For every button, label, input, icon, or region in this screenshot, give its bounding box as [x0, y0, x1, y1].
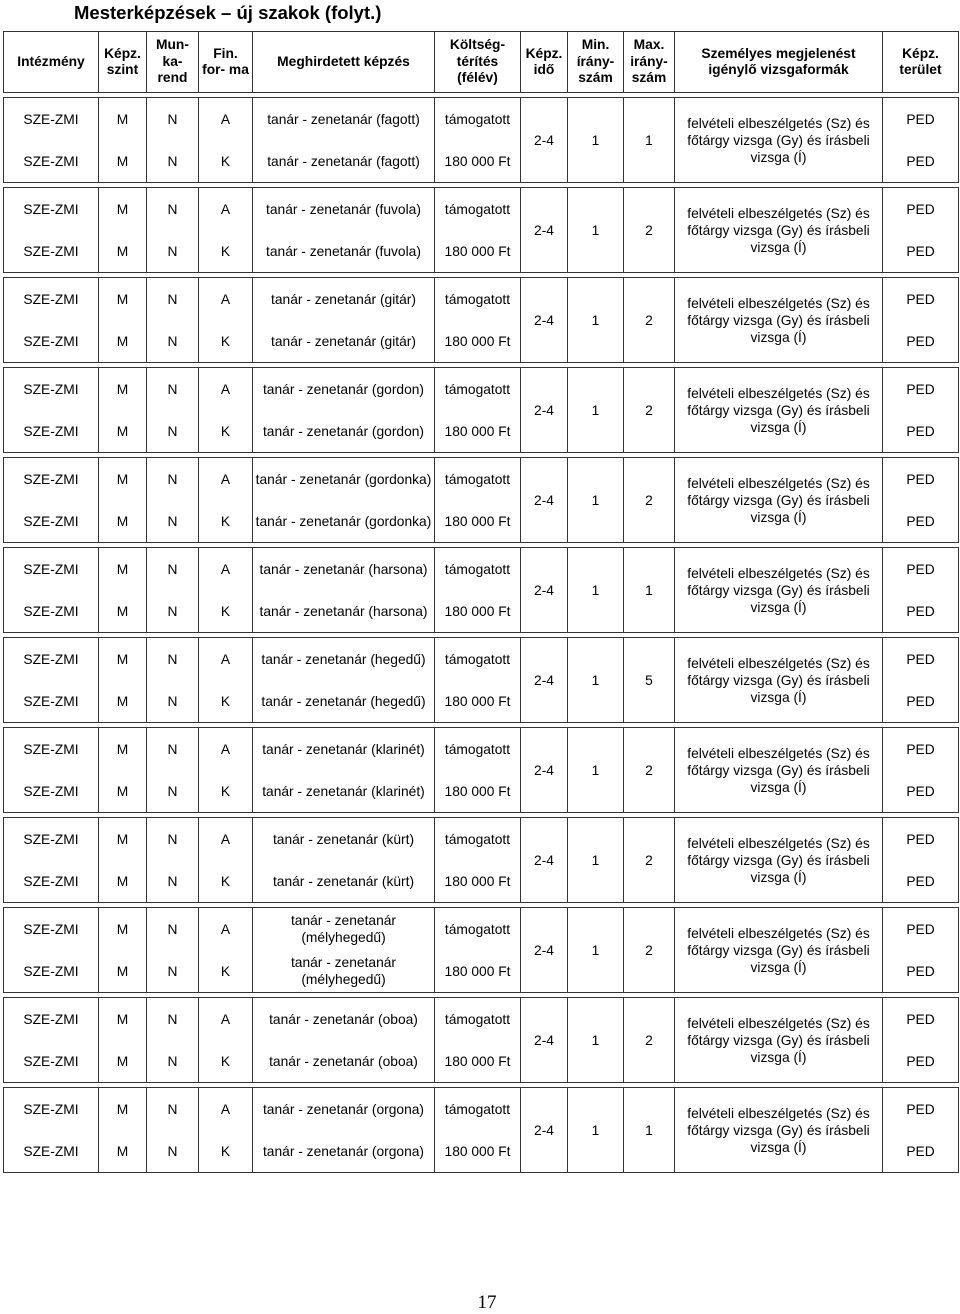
fee-cell: támogatott — [435, 458, 521, 501]
max-quota-cell: 2 — [624, 458, 675, 543]
area-cell: PED — [883, 770, 959, 813]
header-area: Képz. terület — [883, 32, 959, 93]
institution-cell: SZE-ZMI — [4, 1040, 99, 1083]
funding-cell: A — [199, 188, 253, 231]
fee-cell: 180 000 Ft — [435, 770, 521, 813]
program-cell: tanár - zenetanár (gordonka) — [253, 458, 435, 501]
exam-cell: felvételi elbeszélgetés (Sz) és főtárgy vizsga (Gy) és írásbeli vizsga (Í) — [675, 458, 883, 543]
level-cell: M — [99, 98, 147, 141]
institution-cell: SZE-ZMI — [4, 680, 99, 723]
fee-cell: 180 000 Ft — [435, 500, 521, 543]
area-cell: PED — [883, 548, 959, 591]
fee-cell: támogatott — [435, 368, 521, 411]
max-quota-cell: 2 — [624, 908, 675, 993]
work-schedule-cell: N — [147, 680, 199, 723]
institution-cell: SZE-ZMI — [4, 320, 99, 363]
level-cell: M — [99, 860, 147, 903]
work-schedule-cell: N — [147, 1130, 199, 1173]
fee-cell: 180 000 Ft — [435, 230, 521, 273]
area-cell: PED — [883, 500, 959, 543]
header-duration: Képz. idő — [521, 32, 568, 93]
max-quota-cell: 5 — [624, 638, 675, 723]
table-row — [4, 1088, 959, 1131]
institution-cell: SZE-ZMI — [4, 458, 99, 501]
funding-cell: K — [199, 320, 253, 363]
program-cell: tanár - zenetanár (fuvola) — [253, 230, 435, 273]
funding-cell: K — [199, 230, 253, 273]
table-row — [4, 548, 959, 591]
level-cell: M — [99, 590, 147, 633]
min-quota-cell: 1 — [568, 728, 624, 813]
header-work-schedule: Mun- ka- rend — [147, 32, 199, 93]
level-cell: M — [99, 368, 147, 411]
programs-table — [3, 31, 959, 1173]
funding-cell: K — [199, 770, 253, 813]
table-row — [4, 998, 959, 1041]
table-row — [4, 368, 959, 411]
area-cell: PED — [883, 590, 959, 633]
header-min-quota: Min. írány- szám — [568, 32, 624, 93]
work-schedule-cell: N — [147, 908, 199, 951]
funding-cell: K — [199, 590, 253, 633]
institution-cell: SZE-ZMI — [4, 230, 99, 273]
level-cell: M — [99, 818, 147, 861]
fee-cell: támogatott — [435, 188, 521, 231]
funding-cell: A — [199, 998, 253, 1041]
area-cell: PED — [883, 860, 959, 903]
header-program: Meghirdetett képzés — [253, 32, 435, 93]
work-schedule-cell: N — [147, 728, 199, 771]
program-cell: tanár - zenetanár (gitár) — [253, 278, 435, 321]
exam-cell: felvételi elbeszélgetés (Sz) és főtárgy vizsga (Gy) és írásbeli vizsga (Í) — [675, 368, 883, 453]
institution-cell: SZE-ZMI — [4, 548, 99, 591]
work-schedule-cell: N — [147, 590, 199, 633]
level-cell: M — [99, 908, 147, 951]
table-row — [4, 818, 959, 861]
duration-cell: 2-4 — [521, 1088, 568, 1173]
funding-cell: A — [199, 728, 253, 771]
level-cell: M — [99, 1040, 147, 1083]
area-cell: PED — [883, 458, 959, 501]
program-cell: tanár - zenetanár (orgona) — [253, 1088, 435, 1131]
duration-cell: 2-4 — [521, 188, 568, 273]
fee-cell: 180 000 Ft — [435, 1130, 521, 1173]
funding-cell: A — [199, 458, 253, 501]
level-cell: M — [99, 680, 147, 723]
header-fee: Költség- térítés (félév) — [435, 32, 521, 93]
exam-cell: felvételi elbeszélgetés (Sz) és főtárgy vizsga (Gy) és írásbeli vizsga (Í) — [675, 728, 883, 813]
page-number: 17 — [477, 1292, 497, 1313]
area-cell: PED — [883, 1040, 959, 1083]
area-cell: PED — [883, 1088, 959, 1131]
table-row — [4, 458, 959, 501]
work-schedule-cell: N — [147, 638, 199, 681]
table-row — [4, 98, 959, 141]
program-cell: tanár - zenetanár (mélyhegedű) — [253, 950, 435, 993]
fee-cell: 180 000 Ft — [435, 680, 521, 723]
program-cell: tanár - zenetanár (fagott) — [253, 140, 435, 183]
area-cell: PED — [883, 188, 959, 231]
area-cell: PED — [883, 1130, 959, 1173]
area-cell: PED — [883, 410, 959, 453]
program-cell: tanár - zenetanár (oboa) — [253, 1040, 435, 1083]
area-cell: PED — [883, 230, 959, 273]
max-quota-cell: 2 — [624, 998, 675, 1083]
fee-cell: támogatott — [435, 998, 521, 1041]
max-quota-cell: 2 — [624, 278, 675, 363]
funding-cell: K — [199, 140, 253, 183]
funding-cell: K — [199, 1040, 253, 1083]
work-schedule-cell: N — [147, 320, 199, 363]
program-cell: tanár - zenetanár (gordon) — [253, 410, 435, 453]
work-schedule-cell: N — [147, 230, 199, 273]
min-quota-cell: 1 — [568, 188, 624, 273]
area-cell: PED — [883, 950, 959, 993]
min-quota-cell: 1 — [568, 278, 624, 363]
fee-cell: támogatott — [435, 278, 521, 321]
funding-cell: A — [199, 908, 253, 951]
work-schedule-cell: N — [147, 458, 199, 501]
level-cell: M — [99, 950, 147, 993]
program-cell: tanár - zenetanár (fuvola) — [253, 188, 435, 231]
fee-cell: 180 000 Ft — [435, 860, 521, 903]
institution-cell: SZE-ZMI — [4, 1130, 99, 1173]
institution-cell: SZE-ZMI — [4, 500, 99, 543]
funding-cell: K — [199, 950, 253, 993]
fee-cell: támogatott — [435, 1088, 521, 1131]
area-cell: PED — [883, 368, 959, 411]
level-cell: M — [99, 638, 147, 681]
header-funding: Fin. for- ma — [199, 32, 253, 93]
institution-cell: SZE-ZMI — [4, 410, 99, 453]
institution-cell: SZE-ZMI — [4, 770, 99, 813]
table-row — [4, 908, 959, 951]
level-cell: M — [99, 230, 147, 273]
header-row — [4, 32, 959, 93]
work-schedule-cell: N — [147, 818, 199, 861]
max-quota-cell: 2 — [624, 818, 675, 903]
funding-cell: K — [199, 680, 253, 723]
exam-cell: felvételi elbeszélgetés (Sz) és főtárgy vizsga (Gy) és írásbeli vizsga (Í) — [675, 548, 883, 633]
program-cell: tanár - zenetanár (hegedű) — [253, 638, 435, 681]
work-schedule-cell: N — [147, 950, 199, 993]
fee-cell: támogatott — [435, 728, 521, 771]
duration-cell: 2-4 — [521, 548, 568, 633]
min-quota-cell: 1 — [568, 638, 624, 723]
level-cell: M — [99, 1088, 147, 1131]
area-cell: PED — [883, 278, 959, 321]
min-quota-cell: 1 — [568, 98, 624, 183]
page-title: Mesterképzések – új szakok (folyt.) — [74, 2, 382, 23]
program-cell: tanár - zenetanár (gitár) — [253, 320, 435, 363]
exam-cell: felvételi elbeszélgetés (Sz) és főtárgy vizsga (Gy) és írásbeli vizsga (Í) — [675, 638, 883, 723]
program-cell: tanár - zenetanár (hegedű) — [253, 680, 435, 723]
duration-cell: 2-4 — [521, 818, 568, 903]
institution-cell: SZE-ZMI — [4, 860, 99, 903]
max-quota-cell: 2 — [624, 188, 675, 273]
program-cell: tanár - zenetanár (harsona) — [253, 548, 435, 591]
min-quota-cell: 1 — [568, 818, 624, 903]
duration-cell: 2-4 — [521, 728, 568, 813]
institution-cell: SZE-ZMI — [4, 728, 99, 771]
institution-cell: SZE-ZMI — [4, 638, 99, 681]
work-schedule-cell: N — [147, 500, 199, 543]
area-cell: PED — [883, 638, 959, 681]
funding-cell: K — [199, 1130, 253, 1173]
level-cell: M — [99, 278, 147, 321]
exam-cell: felvételi elbeszélgetés (Sz) és főtárgy vizsga (Gy) és írásbeli vizsga (Í) — [675, 98, 883, 183]
program-cell: tanár - zenetanár (mélyhegedű) — [253, 908, 435, 951]
work-schedule-cell: N — [147, 368, 199, 411]
level-cell: M — [99, 188, 147, 231]
funding-cell: K — [199, 410, 253, 453]
work-schedule-cell: N — [147, 998, 199, 1041]
work-schedule-cell: N — [147, 1088, 199, 1131]
funding-cell: K — [199, 860, 253, 903]
exam-cell: felvételi elbeszélgetés (Sz) és főtárgy vizsga (Gy) és írásbeli vizsga (Í) — [675, 998, 883, 1083]
min-quota-cell: 1 — [568, 908, 624, 993]
level-cell: M — [99, 998, 147, 1041]
fee-cell: támogatott — [435, 548, 521, 591]
max-quota-cell: 1 — [624, 1088, 675, 1173]
level-cell: M — [99, 140, 147, 183]
min-quota-cell: 1 — [568, 1088, 624, 1173]
level-cell: M — [99, 770, 147, 813]
funding-cell: A — [199, 548, 253, 591]
institution-cell: SZE-ZMI — [4, 1088, 99, 1131]
program-cell: tanár - zenetanár (gordon) — [253, 368, 435, 411]
duration-cell: 2-4 — [521, 638, 568, 723]
work-schedule-cell: N — [147, 188, 199, 231]
institution-cell: SZE-ZMI — [4, 140, 99, 183]
duration-cell: 2-4 — [521, 908, 568, 993]
duration-cell: 2-4 — [521, 278, 568, 363]
fee-cell: támogatott — [435, 818, 521, 861]
max-quota-cell: 2 — [624, 728, 675, 813]
max-quota-cell: 1 — [624, 98, 675, 183]
fee-cell: 180 000 Ft — [435, 590, 521, 633]
program-cell: tanár - zenetanár (kürt) — [253, 818, 435, 861]
work-schedule-cell: N — [147, 770, 199, 813]
fee-cell: 180 000 Ft — [435, 1040, 521, 1083]
area-cell: PED — [883, 728, 959, 771]
area-cell: PED — [883, 320, 959, 363]
funding-cell: A — [199, 638, 253, 681]
work-schedule-cell: N — [147, 140, 199, 183]
duration-cell: 2-4 — [521, 368, 568, 453]
funding-cell: A — [199, 368, 253, 411]
program-cell: tanár - zenetanár (gordonka) — [253, 500, 435, 543]
fee-cell: 180 000 Ft — [435, 410, 521, 453]
work-schedule-cell: N — [147, 860, 199, 903]
funding-cell: A — [199, 818, 253, 861]
exam-cell: felvételi elbeszélgetés (Sz) és főtárgy vizsga (Gy) és írásbeli vizsga (Í) — [675, 908, 883, 993]
min-quota-cell: 1 — [568, 998, 624, 1083]
area-cell: PED — [883, 998, 959, 1041]
funding-cell: K — [199, 500, 253, 543]
duration-cell: 2-4 — [521, 98, 568, 183]
level-cell: M — [99, 320, 147, 363]
area-cell: PED — [883, 680, 959, 723]
min-quota-cell: 1 — [568, 458, 624, 543]
area-cell: PED — [883, 140, 959, 183]
institution-cell: SZE-ZMI — [4, 590, 99, 633]
fee-cell: 180 000 Ft — [435, 950, 521, 993]
header-max-quota: Max. irány- szám — [624, 32, 675, 93]
exam-cell: felvételi elbeszélgetés (Sz) és főtárgy vizsga (Gy) és írásbeli vizsga (Í) — [675, 278, 883, 363]
exam-cell: felvételi elbeszélgetés (Sz) és főtárgy vizsga (Gy) és írásbeli vizsga (Í) — [675, 818, 883, 903]
fee-cell: 180 000 Ft — [435, 140, 521, 183]
institution-cell: SZE-ZMI — [4, 278, 99, 321]
fee-cell: támogatott — [435, 908, 521, 951]
level-cell: M — [99, 548, 147, 591]
work-schedule-cell: N — [147, 410, 199, 453]
program-cell: tanár - zenetanár (harsona) — [253, 590, 435, 633]
area-cell: PED — [883, 908, 959, 951]
work-schedule-cell: N — [147, 98, 199, 141]
institution-cell: SZE-ZMI — [4, 950, 99, 993]
funding-cell: A — [199, 1088, 253, 1131]
level-cell: M — [99, 728, 147, 771]
level-cell: M — [99, 1130, 147, 1173]
work-schedule-cell: N — [147, 278, 199, 321]
work-schedule-cell: N — [147, 548, 199, 591]
table-row — [4, 278, 959, 321]
institution-cell: SZE-ZMI — [4, 998, 99, 1041]
area-cell: PED — [883, 98, 959, 141]
institution-cell: SZE-ZMI — [4, 368, 99, 411]
max-quota-cell: 1 — [624, 548, 675, 633]
work-schedule-cell: N — [147, 1040, 199, 1083]
table-row — [4, 638, 959, 681]
min-quota-cell: 1 — [568, 368, 624, 453]
fee-cell: támogatott — [435, 98, 521, 141]
program-cell: tanár - zenetanár (oboa) — [253, 998, 435, 1041]
program-cell: tanár - zenetanár (orgona) — [253, 1130, 435, 1173]
funding-cell: A — [199, 278, 253, 321]
program-cell: tanár - zenetanár (klarinét) — [253, 728, 435, 771]
institution-cell: SZE-ZMI — [4, 98, 99, 141]
fee-cell: támogatott — [435, 638, 521, 681]
fee-cell: 180 000 Ft — [435, 320, 521, 363]
header-institution: Intézmény — [4, 32, 99, 93]
institution-cell: SZE-ZMI — [4, 818, 99, 861]
header-exam: Személyes megjelenést igénylő vizsgaformák — [675, 32, 883, 93]
table-row — [4, 728, 959, 771]
exam-cell: felvételi elbeszélgetés (Sz) és főtárgy vizsga (Gy) és írásbeli vizsga (Í) — [675, 188, 883, 273]
min-quota-cell: 1 — [568, 548, 624, 633]
table-row — [4, 188, 959, 231]
program-cell: tanár - zenetanár (kürt) — [253, 860, 435, 903]
funding-cell: A — [199, 98, 253, 141]
duration-cell: 2-4 — [521, 458, 568, 543]
program-cell: tanár - zenetanár (fagott) — [253, 98, 435, 141]
level-cell: M — [99, 500, 147, 543]
institution-cell: SZE-ZMI — [4, 908, 99, 951]
level-cell: M — [99, 458, 147, 501]
level-cell: M — [99, 410, 147, 453]
institution-cell: SZE-ZMI — [4, 188, 99, 231]
header-level: Képz. szint — [99, 32, 147, 93]
max-quota-cell: 2 — [624, 368, 675, 453]
area-cell: PED — [883, 818, 959, 861]
exam-cell: felvételi elbeszélgetés (Sz) és főtárgy vizsga (Gy) és írásbeli vizsga (Í) — [675, 1088, 883, 1173]
duration-cell: 2-4 — [521, 998, 568, 1083]
program-cell: tanár - zenetanár (klarinét) — [253, 770, 435, 813]
